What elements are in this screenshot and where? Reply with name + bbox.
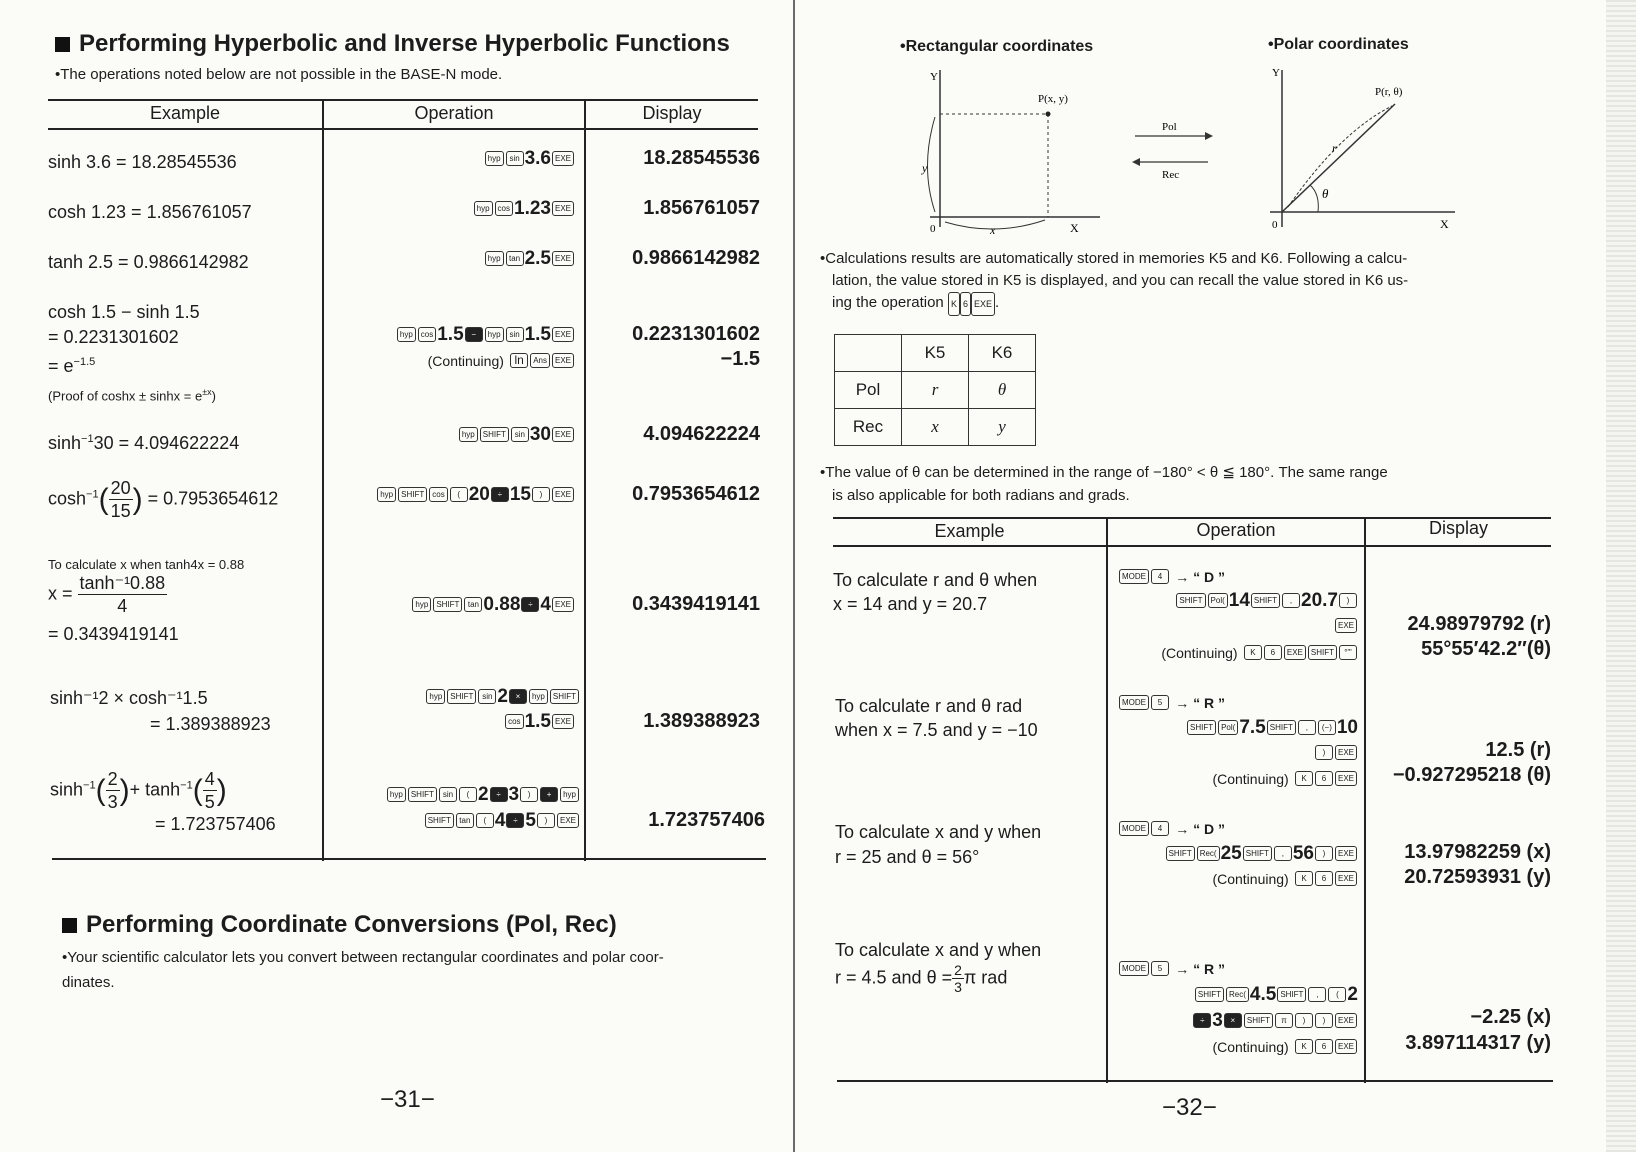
memory-table [834, 334, 1036, 446]
operation-pol-deg-line3: EXE [1118, 613, 1358, 639]
example-tanh4x-formula: x = $\frac{\text{tanh⁻¹0.88}}{4}$ [48, 573, 166, 616]
operation-asinh-times-acosh-2: cos 1.5 EXE [330, 709, 575, 735]
divide-key-icon: ÷ [521, 597, 539, 612]
example-pol-deg-line1: To calculate r and θ when [833, 570, 1038, 590]
divide-key-icon: ÷ [506, 813, 524, 828]
example-exp-form: = $e^{-1.5}$ [48, 356, 96, 376]
rect-origin-label: 0 [930, 223, 936, 235]
operation-rec-rad-line3: ÷ 3 × SHIFT π ) ) EXE [1118, 1008, 1358, 1034]
operation-cosh-minus-sinh: hyp cos 1.5 − hyp sin 1.5 EXE [330, 322, 575, 348]
display-cosh: 1.856761057 [643, 197, 760, 219]
example-tanh4x-intro: To calculate x when tanh4x = 0.88 [48, 557, 245, 572]
table2-col-divider [1364, 517, 1366, 1083]
minus-key-icon: − [465, 327, 483, 342]
square-bullet-icon [62, 918, 77, 933]
display-rec-rad-x: −2.25 (x) [1470, 1006, 1551, 1028]
example-rec-deg-line1: To calculate x and y when [835, 822, 1042, 842]
page-31 [0, 0, 795, 1152]
plus-key-icon: + [540, 787, 558, 802]
polar-origin-label: 0 [1272, 219, 1278, 231]
operation-rec-rad-continuing: (Continuing) K 6 EXE [1118, 1034, 1358, 1060]
operation-pol-rad-line2: SHIFT Pol( 7.5 SHIFT , (−) 10 [1118, 715, 1358, 741]
operation-asinh: hyp SHIFT sin 30 EXE [330, 422, 575, 448]
example-cosh: cosh 1.23 = 1.856761057 [48, 202, 252, 222]
divide-key-icon: ÷ [490, 787, 508, 802]
example-pol-deg-line2: x = 14 and y = 20.7 [833, 594, 988, 614]
header-operation: Operation [1196, 520, 1276, 540]
display-rec-deg-y: 20.72593931 (y) [1404, 866, 1551, 888]
table-top-rule [48, 99, 758, 101]
memory-note-line2: lation, the value stored in K5 is displayed, and you can recall the value stored in K6 us- [832, 272, 1409, 289]
table-bottom-rule [52, 858, 766, 860]
example-rec-rad-line2: r = 4.5 and θ = $\frac{2}{3}$ π rad [835, 962, 1008, 995]
table2-bottom-rule [837, 1080, 1553, 1082]
operation-asinh-plus-atanh-1: hyp SHIFT sin ( 2 ÷ 3 ) + hyp [330, 782, 580, 808]
rect-point [1046, 112, 1051, 117]
operation-rec-rad-line2: SHIFT Rec( 4.5 SHIFT , ( 2 [1118, 982, 1358, 1008]
example-asinh-plus-atanh: $\sinh^{-1}$( $\frac{2}{3}$ )+ $\tanh^{-1}$( $\frac{4}{5}$ ) [50, 769, 227, 812]
operation-rec-rad-mode: MODE 5 → “ R ” [1118, 956, 1358, 982]
display-asinh-times-acosh: 1.389388923 [643, 710, 760, 732]
coordinate-diagrams [900, 62, 1520, 242]
rect-y-label: Y [930, 71, 938, 83]
memory-note-line3: ing the operation K 6 EXE . [832, 292, 999, 316]
table-row: Pol r θ [835, 372, 1036, 409]
header-display: Display [1428, 518, 1489, 538]
example-rec-rad-line1: To calculate x and y when [835, 940, 1042, 960]
polar-radius [1282, 104, 1395, 212]
example-tanh4x-result: = 0.3439419141 [48, 624, 179, 644]
theta-range-line2: is also applicable for both radians and grads. [832, 487, 1130, 504]
example-asinh-times-acosh: sinh⁻¹2 × cosh⁻¹1.5 [50, 688, 208, 708]
display-pol-rad-theta: −0.927295218 (θ) [1392, 764, 1551, 786]
polar-y-label: Y [1272, 67, 1280, 79]
example-tanh: tanh 2.5 = 0.9866142982 [48, 252, 249, 272]
coordinate-intro-line2: dinates. [62, 974, 115, 991]
example-proof-note: (Proof of $\cosh x \pm \sinh x = e^{\pm x}$) [48, 387, 216, 404]
polar-x-label: X [1440, 217, 1449, 231]
pol-arrowhead-icon [1205, 132, 1213, 140]
rec-arrow-label: Rec [1162, 169, 1180, 181]
header-example: Example [934, 521, 1005, 541]
operation-pol-rad-mode: MODE 5 → “ R ” [1118, 690, 1358, 716]
divide-key-icon: ÷ [491, 487, 509, 502]
operation-pol-deg-continuing: (Continuing) K 6 EXE SHIFT °'" [1118, 640, 1358, 666]
section-heading-hyperbolic: Performing Hyperbolic and Inverse Hyperbolic Functions [55, 30, 730, 58]
operation-rec-deg-mode: MODE 4 → “ D ” [1118, 816, 1358, 842]
operation-continuing-ln: (Continuing) ln Ans EXE [330, 348, 575, 374]
display-asinh: 4.094622224 [643, 423, 760, 445]
operation-pol-deg-mode: MODE 4 → “ D ” [1118, 564, 1358, 590]
operation-pol-deg-line2: SHIFT Pol( 14 SHIFT , 20.7 ) [1118, 588, 1358, 614]
header-operation: Operation [414, 103, 494, 123]
example-cosh-minus-sinh-result: = 0.2231301602 [48, 327, 179, 347]
operation-pol-rad-line3: ) EXE [1118, 740, 1358, 766]
polar-r-var: r [1332, 141, 1337, 155]
rec-arrowhead-icon [1132, 158, 1140, 166]
display-asinh-plus-atanh: 1.723757406 [648, 809, 765, 831]
multiply-key-icon: × [1224, 1013, 1242, 1028]
coordinate-intro-line1: •Your scientific calculator lets you convert between rectangular coordinates and polar coor- [62, 949, 664, 966]
rect-x-label: X [1070, 221, 1079, 235]
operation-pol-rad-continuing: (Continuing) K 6 EXE [1118, 766, 1358, 792]
operation-asinh-times-acosh-1: hyp SHIFT sin 2 × hyp SHIFT [330, 684, 580, 710]
table-row: Rec x y [835, 409, 1036, 446]
memory-note-line1: •Calculations results are automatically stored in memories K5 and K6. Following a calcu- [820, 250, 1408, 267]
display-sinh: 18.28545536 [643, 147, 760, 169]
header-display: Display [642, 103, 702, 123]
rect-y-var: y [922, 161, 928, 175]
table-col-divider [584, 99, 586, 861]
square-bullet-icon [55, 37, 70, 52]
operation-cosh: hyp cos 1.23 EXE [330, 196, 575, 222]
table-col-divider [322, 99, 324, 861]
example-asinh-plus-atanh-result: = 1.723757406 [155, 814, 276, 834]
operation-atanh: hyp SHIFT tan 0.88 ÷ 4 EXE [330, 592, 575, 618]
operation-acosh: hyp SHIFT cos ( 20 ÷ 15 ) EXE [330, 482, 575, 508]
example-sinh: sinh 3.6 = 18.28545536 [48, 152, 237, 172]
operation-asinh-plus-atanh-2: SHIFT tan ( 4 ÷ 5 ) EXE [330, 808, 580, 834]
example-rec-deg-line2: r = 25 and θ = 56° [835, 847, 980, 867]
pol-arrow-label: Pol [1162, 121, 1177, 133]
table2-header-rule [833, 545, 1551, 547]
example-cosh-minus-sinh: cosh 1.5 − sinh 1.5 [48, 302, 200, 322]
display-cosh-minus-sinh: 0.2231301602 [632, 323, 760, 345]
base-n-note: •The operations noted below are not possible in the BASE-N mode. [55, 66, 503, 83]
example-pol-rad-line2: when x = 7.5 and y = −10 [835, 720, 1038, 740]
display-pol-deg-r: 24.98979792 (r) [1407, 613, 1551, 635]
page-32 [800, 0, 1636, 1152]
rect-x-var: x [990, 223, 996, 237]
divide-key-icon: ÷ [1193, 1013, 1211, 1028]
theta-range-line1: •The value of θ can be determined in the range of −180° < θ ≦ 180°. The same range [820, 464, 1388, 481]
operation-sinh: hyp sin 3.6 EXE [330, 146, 575, 172]
rectangular-label: •Rectangular coordinates [900, 38, 1094, 55]
operation-rec-deg-continuing: (Continuing) K 6 EXE [1118, 866, 1358, 892]
example-acosh: $\cosh^{-1}$( $\frac{20}{15}$ ) = 0.7953654612 [48, 478, 279, 521]
polar-point-label: P(r, θ) [1375, 86, 1403, 98]
table2-col-divider [1106, 517, 1108, 1083]
display-pol-deg-theta: 55°55′42.2″(θ) [1421, 638, 1551, 660]
rect-y-brace [928, 117, 936, 212]
display-exponent: −1.5 [720, 348, 760, 370]
page-number-32: −32− [1162, 1094, 1217, 1121]
polar-theta-var: θ [1322, 186, 1329, 201]
display-acosh: 0.7953654612 [632, 483, 760, 505]
example-asinh: $\sinh^{-1}30 = 4.094622224$ [48, 433, 240, 453]
display-atanh: 0.3439419141 [632, 593, 760, 615]
display-rec-deg-x: 13.97982259 (x) [1404, 841, 1551, 863]
polar-angle-arc [1310, 185, 1318, 212]
example-pol-rad-line1: To calculate r and θ rad [835, 696, 1023, 716]
display-rec-rad-y: 3.897114317 (y) [1405, 1032, 1551, 1054]
table-header-rule [48, 128, 758, 130]
rect-point-label: P(x, y) [1038, 93, 1068, 105]
header-example: Example [149, 103, 221, 123]
operation-tanh: hyp tan 2.5 EXE [330, 246, 575, 272]
table-row: K5 K6 [835, 335, 1036, 372]
page-number-31: −31− [380, 1086, 435, 1113]
example-asinh-times-acosh-result: = 1.389388923 [150, 714, 271, 734]
polar-label: •Polar coordinates [1268, 36, 1409, 53]
display-pol-rad-r: 12.5 (r) [1485, 739, 1551, 761]
display-tanh: 0.9866142982 [632, 247, 760, 269]
operation-rec-deg-line2: SHIFT Rec( 25 SHIFT , 56 ) EXE [1118, 841, 1358, 867]
section-heading-coordinates: Performing Coordinate Conversions (Pol, Rec) [62, 911, 617, 939]
multiply-key-icon: × [509, 689, 527, 704]
